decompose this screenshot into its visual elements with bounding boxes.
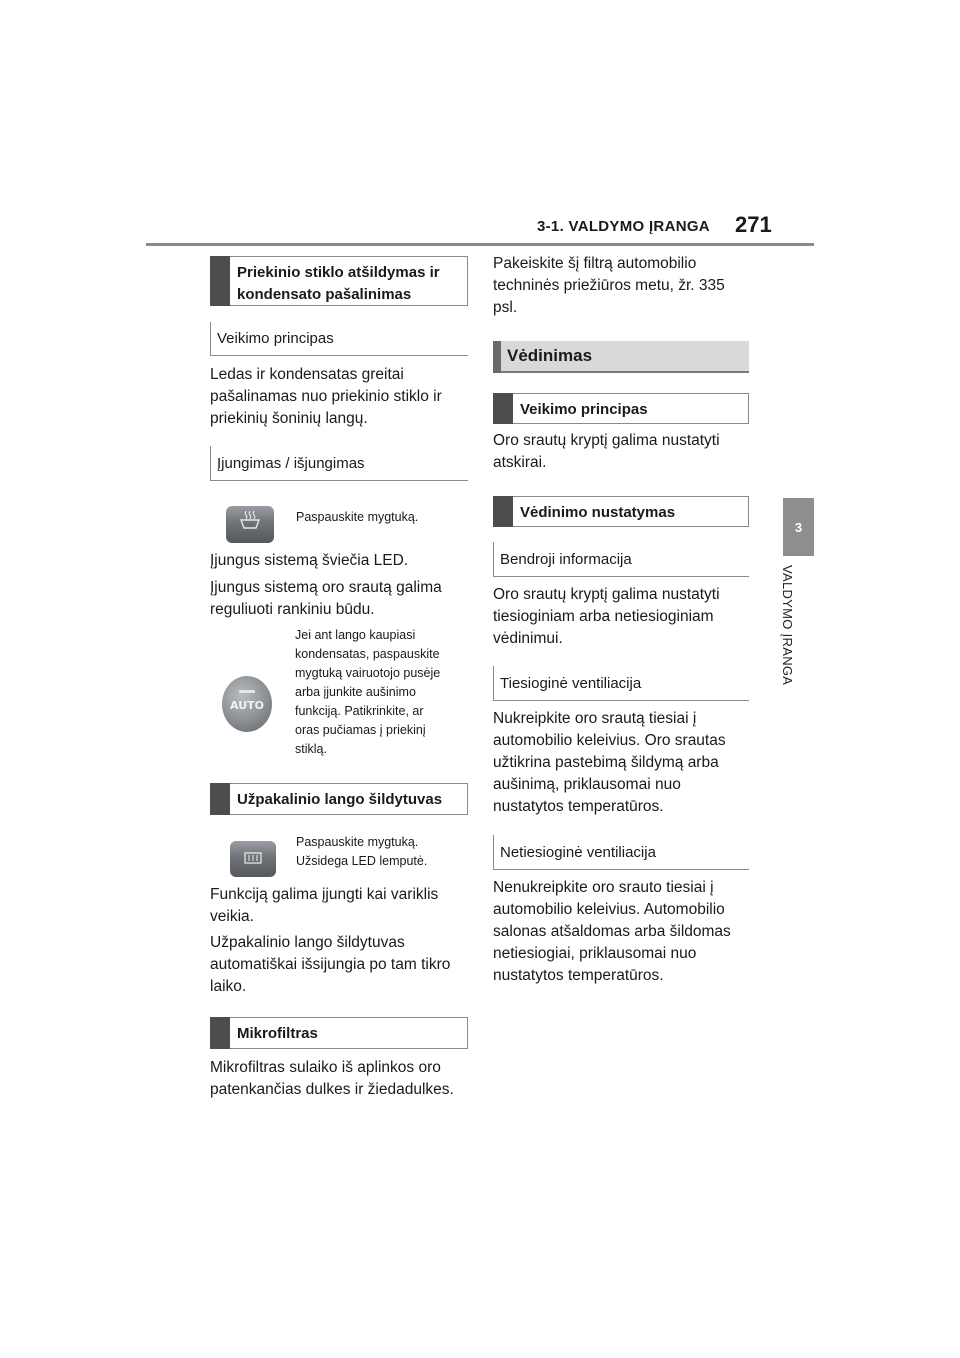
header-divider <box>146 243 814 246</box>
subheading-direct-ventilation <box>493 666 749 701</box>
text-line: funkciją. Patikrinkite, ar <box>295 704 424 718</box>
subheading-direct-ventilation-text: Tiesioginė ventiliacija <box>500 675 642 692</box>
paragraph-replace-filter <box>493 253 725 319</box>
text-line: Ledas ir kondensatas greitai <box>210 366 404 383</box>
paragraph-defrost-principle <box>210 364 442 430</box>
text-line: automobilio keleivius. Oro srautas <box>493 732 726 749</box>
heading-bar <box>210 1017 230 1049</box>
text-line: užtikrina pastebimą šildymą arba <box>493 754 719 771</box>
text-line: Funkciją galima įjungti kai variklis <box>210 886 439 903</box>
section-title: 3-1. VALDYMO ĮRANGA <box>537 218 710 235</box>
subheading-on-off <box>210 446 468 481</box>
text-line: Jei ant lango kaupiasi <box>295 628 416 642</box>
subheading-indirect-ventilation-text: Netiesioginė ventiliacija <box>500 844 656 861</box>
paragraph-direct-indirect <box>493 584 720 650</box>
paragraph-manual-airflow <box>210 577 442 621</box>
text-line: aušinimą, priklausomai nuo <box>493 776 681 793</box>
heading-rear-heater <box>210 783 468 815</box>
text-line: pašalinamas nuo priekinio stiklo ir <box>210 388 442 405</box>
paragraph-indirect-ventilation <box>493 877 731 987</box>
text-line: Paspauskite mygtuką. <box>296 835 419 849</box>
instruction-press-button: Paspauskite mygtuką. <box>296 510 419 524</box>
subheading-general-info <box>493 542 749 577</box>
subheading-general-info-text: Bendroji informacija <box>500 551 632 568</box>
rear-defrost-button-icon <box>230 841 276 877</box>
heading-defrost-text: Priekinio stiklo atšildymas ir kondensato pašalinimas <box>237 264 440 303</box>
text-line: Mikrofiltras sulaiko iš aplinkos oro <box>210 1059 441 1076</box>
heading-bar <box>493 341 501 373</box>
paragraph-direct-ventilation <box>493 708 726 818</box>
chapter-tab: 3 <box>783 498 814 556</box>
subheading-indirect-ventilation <box>493 835 749 870</box>
led-indicator <box>239 690 255 693</box>
heading-defrost <box>210 256 468 306</box>
subheading-on-off-text: Įjungimas / išjungimas <box>217 455 365 472</box>
text-line: laiko. <box>210 978 247 995</box>
text-line: priekinių šoninių langų. <box>210 410 368 427</box>
text-line: netiesiogiai, priklausomai nuo <box>493 945 697 962</box>
front-defrost-button-icon <box>226 506 274 543</box>
text-line: oras pučiamas į priekinį <box>295 723 426 737</box>
text-line: Pakeiskite šį filtrą automobilio <box>493 255 697 272</box>
heading-bar <box>493 393 513 424</box>
text-line: Įjungus sistemą oro srautą galima <box>210 579 442 596</box>
text-line: Oro srautų kryptį galima nustatyti <box>493 586 720 603</box>
text-line: stiklą. <box>295 742 327 756</box>
text-line: mygtuką vairuotojo pusėje <box>295 666 441 680</box>
text-line: tiesioginiam arba netiesioginiam <box>493 608 714 625</box>
auto-instruction <box>295 626 440 759</box>
text-line: kondensatas, paspauskite <box>295 647 440 661</box>
text-line: Nukreipkite oro srautą tiesiai į <box>493 710 697 727</box>
auto-button-label: AUTO <box>230 699 264 712</box>
text-line: automobilio keleivius. Automobilio <box>493 901 725 918</box>
chapter-side-label <box>775 565 815 715</box>
section-heading-ventilation <box>493 341 749 373</box>
text-line: patenkančias dulkes ir žiedadulkes. <box>210 1081 454 1098</box>
text-line: vėdinimui. <box>493 630 563 647</box>
paragraph-engine-running <box>210 884 438 928</box>
heading-bar <box>210 256 230 306</box>
page-number: 271 <box>735 212 772 237</box>
text-line: psl. <box>493 299 518 316</box>
text-line: veikia. <box>210 908 254 925</box>
text-line: nustatytos temperatūros. <box>493 798 664 815</box>
text-line: Užpakalinio lango šildytuvas <box>210 934 405 951</box>
text-line: nustatytos temperatūros. <box>493 967 664 984</box>
rear-heater-instruction <box>296 833 427 871</box>
heading-rear-heater-text: Užpakalinio lango šildytuvas <box>237 791 443 808</box>
text-line: techninės priežiūros metu, žr. 335 <box>493 277 725 294</box>
chapter-side-label-text: VALDYMO ĮRANGA <box>780 565 795 686</box>
heading-microfilter <box>210 1017 468 1049</box>
heading-bar <box>493 496 513 527</box>
text-line: Nenukreipkite oro srauto tiesiai į <box>493 879 714 896</box>
subheading-operation-text: Veikimo principas <box>217 330 334 347</box>
heading-microfilter-text: Mikrofiltras <box>237 1025 318 1042</box>
text-line: Užsidega LED lemputė. <box>296 854 428 868</box>
text-line: arba įjunkite aušinimo <box>295 685 416 699</box>
paragraph-airflow-direction <box>493 430 720 474</box>
paragraph-microfilter <box>210 1057 454 1101</box>
text-line: atskirai. <box>493 454 547 471</box>
paragraph-auto-off <box>210 932 450 998</box>
subheading-operation <box>210 322 468 356</box>
auto-button-icon <box>222 676 272 732</box>
heading-bar <box>210 783 230 815</box>
text-line: salonas atšaldomas arba šildomas <box>493 923 731 940</box>
heading-vent-settings-text: Vėdinimo nustatymas <box>520 504 676 521</box>
text-line: reguliuoti rankiniu būdu. <box>210 601 375 618</box>
section-heading-ventilation-text: Vėdinimas <box>507 346 593 365</box>
heading-vent-principle-text: Veikimo principas <box>520 401 648 418</box>
heading-vent-principle <box>493 393 749 424</box>
text-line: Oro srautų kryptį galima nustatyti <box>493 432 720 449</box>
paragraph-led-on: Įjungus sistemą šviečia LED. <box>210 552 409 569</box>
heading-vent-settings <box>493 496 749 527</box>
text-line: automatiškai išsijungia po tam tikro <box>210 956 451 973</box>
